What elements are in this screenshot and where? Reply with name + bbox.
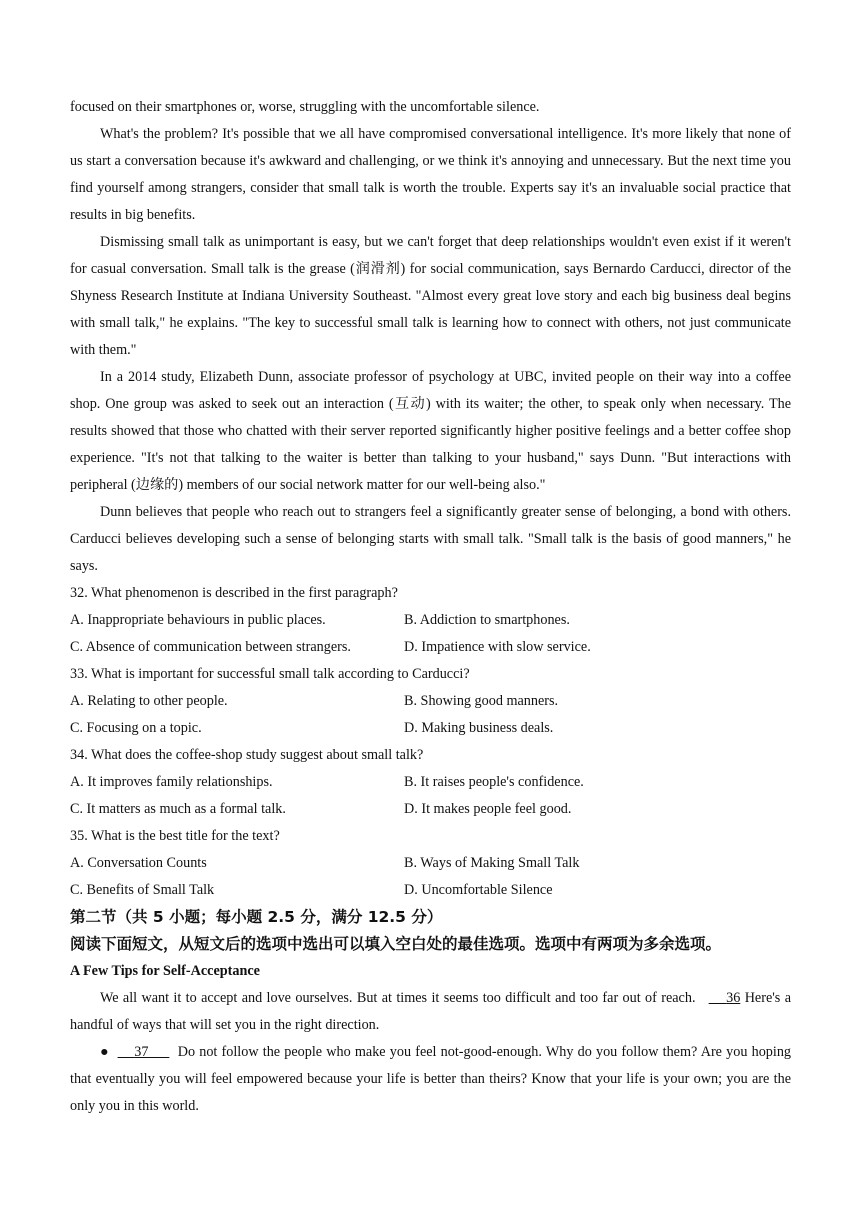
option-34-c: C. It matters as much as a formal talk. <box>70 801 286 817</box>
option-35-c: C. Benefits of Small Talk <box>70 882 215 898</box>
bullet-icon: ● <box>100 1044 110 1060</box>
option-34-d: D. It makes people feel good. <box>404 801 572 817</box>
question-stem-35: 35. What is the best title for the text? <box>70 828 280 844</box>
section-2-instruction: 阅读下面短文，从短文后的选项中选出可以填入空白处的最佳选项。选项中有两项为多余选项。 <box>70 935 722 953</box>
option-32-a: A. Inappropriate behaviours in public places. <box>70 612 326 628</box>
option-32-b: B. Addiction to smartphones. <box>404 612 570 628</box>
passage-paragraph-0: focused on their smartphones or, worse, struggling with the uncomfortable silence. <box>70 99 540 115</box>
blank-36 <box>709 990 741 1006</box>
option-34-a: A. It improves family relationships. <box>70 774 273 790</box>
question-stem-32: 32. What phenomenon is described in the first paragraph? <box>70 585 398 601</box>
question-stem-33: 33. What is important for successful small talk according to Carducci? <box>70 666 470 682</box>
intro-text-2: Here's a handful of ways that will set you in the right direction. <box>70 990 791 1033</box>
tip-1-paragraph <box>70 1039 791 1120</box>
passage-paragraph-2: Dismissing small talk as unimportant is easy, but we can't forget that deep relationships wouldn't even exist if it weren't for casual conversation. Small talk is the grease (润滑剂) for social communication, says Bernardo Carducci, director of the Shyness Research Institute at Indiana University Southeast. "Almost every great love story and each big business deal begins with small talk," he explains. "The key to successful small talk is learning how to connect with others, not just communicate with them." <box>70 234 791 358</box>
blank-37 <box>118 1044 170 1060</box>
passage-paragraph-1: What's the problem? It's possible that we all have compromised conversational intelligence. It's more likely that none of us start a conversation because it's awkward and challenging, or we think it's annoying and unnecessary. But the next time you find yourself among strangers, consider that small talk is worth the trouble. Experts say it's an invaluable social practice that results in big benefits. <box>70 126 791 223</box>
option-35-d: D. Uncomfortable Silence <box>404 882 553 898</box>
section-2-intro <box>70 985 791 1039</box>
blank-37-number: 37 <box>134 1044 149 1060</box>
option-32-c: C. Absence of communication between strangers. <box>70 639 351 655</box>
option-33-d: D. Making business deals. <box>404 720 554 736</box>
question-stem-34: 34. What does the coffee-shop study suggest about small talk? <box>70 747 424 763</box>
option-35-b: B. Ways of Making Small Talk <box>404 855 580 871</box>
option-32-d: D. Impatience with slow service. <box>404 639 591 655</box>
passage-paragraph-3: In a 2014 study, Elizabeth Dunn, associate professor of psychology at UBC, invited people on their way into a coffee shop. One group was asked to seek out an interaction (互动) with its waiter; the other, to speak only when necessary. The results showed that those who chatted with their server reported significantly higher positive feelings and a better coffee shop experience. "It's not that talking to the waiter is better than talking to your husband," says Dunn. "But interactions with peripheral (边缘的) members of our social network matter for our well-being also." <box>70 369 791 493</box>
option-33-a: A. Relating to other people. <box>70 693 228 709</box>
option-33-c: C. Focusing on a topic. <box>70 720 202 736</box>
section-2-heading: 第二节（共 5 小题；每小题 2.5 分，满分 12.5 分） <box>70 908 443 926</box>
intro-text: We all want it to accept and love ourselves. But at times it seems too difficult and too far out of reach. <box>100 990 696 1006</box>
blank-36-number: 36 <box>726 990 741 1006</box>
tip-1-text: Do not follow the people who make you feel not-good-enough. Why do you follow them? Are you hoping that eventually you will feel empowered because your life is better than theirs? Know that your life is your own; you are the only you in this world. <box>70 1044 792 1114</box>
passage-title: A Few Tips for Self-Acceptance <box>70 963 260 979</box>
option-33-b: B. Showing good manners. <box>404 693 559 709</box>
option-35-a: A. Conversation Counts <box>70 855 207 871</box>
option-34-b: B. It raises people's confidence. <box>404 774 584 790</box>
passage-paragraph-4: Dunn believes that people who reach out to strangers feel a significantly greater sense of belonging, a bond with others. Carducci believes developing such a sense of belonging starts with small talk. "Small talk is the basis of good manners," he says. <box>70 504 791 574</box>
